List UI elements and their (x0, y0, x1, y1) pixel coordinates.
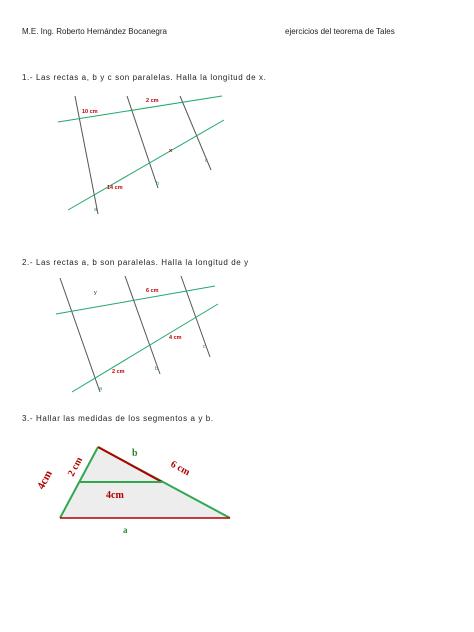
figure-3 (35, 447, 230, 535)
exercise-3-text: 3.- Hallar las medidas de los segmentos a y b. (22, 414, 214, 423)
author-name: M.E. Ing. Roberto Hernández Bocanegra (22, 27, 167, 36)
fig2-label-line-b: b (155, 366, 159, 372)
fig2-label-line-c: c (203, 344, 206, 350)
fig3-label-b: b (132, 448, 138, 459)
fig2-label-bottom: 2 cm (112, 369, 125, 375)
fig1-label-top-left: 10 cm (82, 109, 98, 115)
fig3-label-left: 4cm (35, 468, 55, 492)
fig2-transversal-top (56, 286, 215, 314)
fig1-transversal-bottom (68, 120, 224, 210)
fig3-label-left-small: 2 cm (65, 455, 86, 479)
fig2-label-top: 6 cm (146, 288, 159, 294)
fig3-label-a: a (123, 525, 128, 535)
fig1-label-x: x (169, 148, 173, 154)
fig1-label-top-right: 2 cm (146, 98, 159, 104)
fig3-label-middle: 4cm (106, 490, 124, 501)
fig1-label-line-b: b (156, 181, 160, 187)
figure-2 (56, 276, 218, 392)
fig1-parallel-line-b (127, 96, 158, 188)
fig2-label-line-a: a (99, 386, 103, 392)
fig2-label-right: 4 cm (169, 335, 182, 341)
fig2-label-y: y (94, 290, 97, 296)
fig2-transversal-bottom (72, 304, 218, 392)
fig3-label-right: 6 cm (168, 458, 192, 479)
exercise-2-text: 2.- Las rectas a, b son paralelas. Halla la longitud de y (22, 258, 249, 267)
document-topic: ejercicios del teorema de Tales (285, 27, 395, 36)
fig1-label-bottom: 14 cm (107, 185, 123, 191)
fig1-label-line-c: c (205, 158, 208, 164)
figure-1 (58, 96, 224, 214)
exercise-1-text: 1.- Las rectas a, b y c son paralelas. Halla la longitud de x. (22, 73, 267, 82)
fig1-label-line-a: a (94, 207, 98, 213)
